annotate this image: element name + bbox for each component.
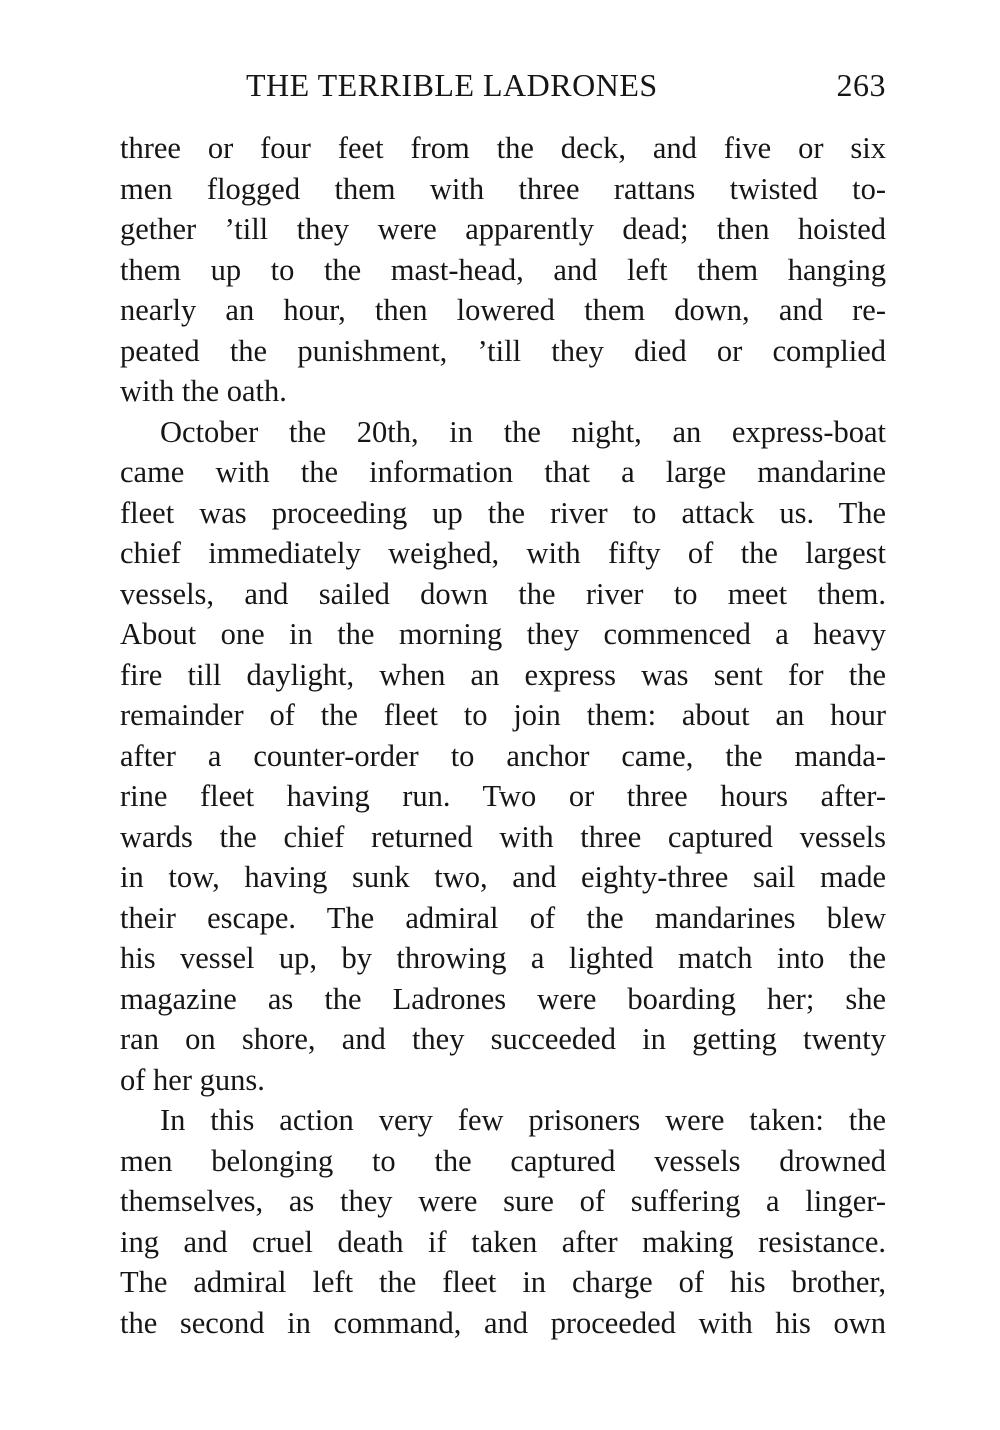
- text-line: remainder of the fleet to join them: about an hour: [120, 698, 886, 732]
- text-line: magazine as the Ladrones were boarding her; she: [120, 981, 886, 1016]
- text-line: rine fleet having run. Two or three hours after-: [120, 779, 886, 813]
- text-line: peated the punishment, ’till they died or complied: [120, 333, 886, 368]
- text-line: The admiral left the fleet in charge of his brother,: [120, 1265, 886, 1299]
- book-page: [120, 60, 886, 1343]
- text-line: ing and cruel death if taken after making resistance.: [120, 1224, 886, 1259]
- text-line: About one in the morning they commenced a heavy: [120, 617, 886, 651]
- paragraph-3: [120, 1100, 886, 1343]
- text-line: October the 20th, in the night, an express-boat: [160, 414, 886, 449]
- text-line: their escape. The admiral of the mandarines blew: [120, 900, 886, 935]
- body-text: [120, 128, 886, 1343]
- text-line: in tow, having sunk two, and eighty-three sail made: [120, 860, 886, 894]
- text-line: with the oath.: [120, 374, 287, 408]
- text-line: men flogged them with three rattans twisted to-: [120, 171, 886, 206]
- text-line: three or four feet from the deck, and five or six: [120, 131, 886, 165]
- text-line: In this action very few prisoners were taken: the: [160, 1103, 886, 1137]
- text-line: themselves, as they were sure of suffering a linger-: [120, 1184, 886, 1218]
- text-line: gether ’till they were apparently dead; then hoisted: [120, 212, 886, 246]
- page-number: 263: [836, 67, 886, 103]
- paragraph-1: [120, 128, 886, 412]
- text-line: fleet was proceeding up the river to attack us. The: [120, 495, 886, 530]
- text-line: vessels, and sailed down the river to meet them.: [120, 576, 886, 611]
- running-head: [120, 60, 886, 110]
- text-line: came with the information that a large mandarine: [120, 455, 886, 489]
- text-line: fire till daylight, when an express was sent for the: [120, 657, 886, 692]
- text-line: the second in command, and proceeded with his own: [120, 1305, 886, 1340]
- paragraph-2: [120, 412, 886, 1101]
- text-line: his vessel up, by throwing a lighted match into the: [120, 941, 886, 975]
- text-line: ran on shore, and they succeeded in getting twenty: [120, 1022, 886, 1056]
- text-line: wards the chief returned with three captured vessels: [120, 819, 886, 854]
- running-title: THE TERRIBLE LADRONES: [246, 67, 658, 103]
- text-line: men belonging to the captured vessels drowned: [120, 1143, 886, 1178]
- text-line: of her guns.: [120, 1062, 265, 1097]
- text-line: after a counter-order to anchor came, the manda-: [120, 738, 886, 773]
- text-line: nearly an hour, then lowered them down, and re-: [120, 293, 886, 327]
- text-line: chief immediately weighed, with fifty of the largest: [120, 536, 886, 570]
- text-line: them up to the mast-head, and left them hanging: [120, 252, 886, 287]
